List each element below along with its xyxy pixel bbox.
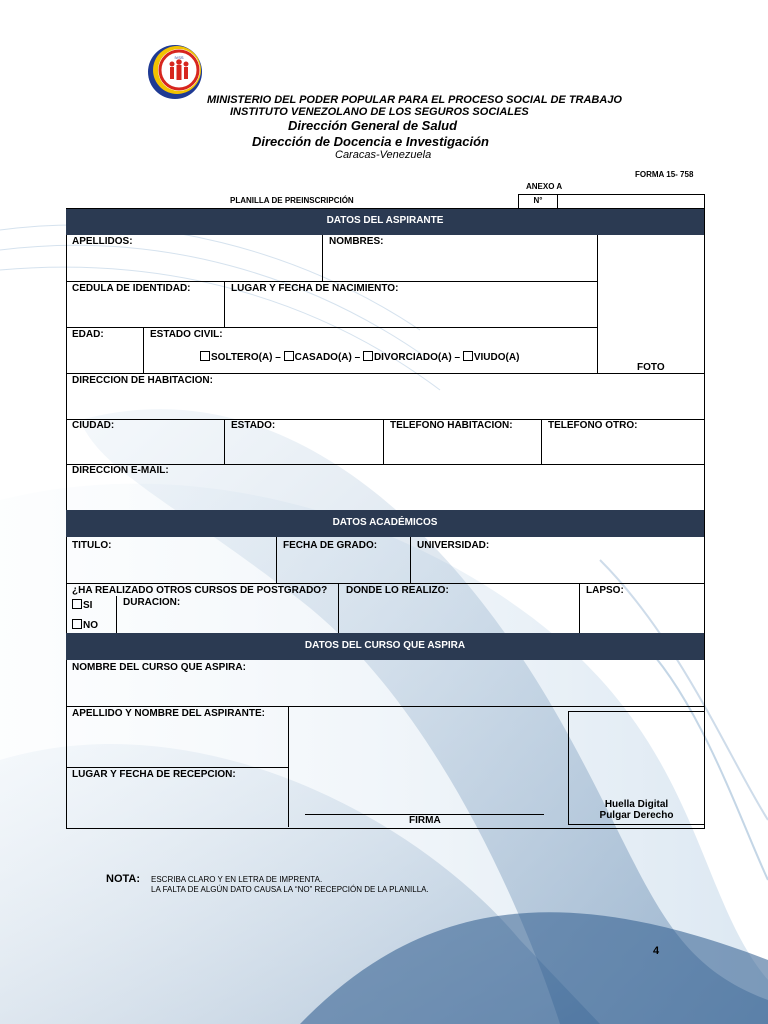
nombres-label: NOMBRES: xyxy=(329,236,384,247)
separator: – xyxy=(454,352,461,363)
nota-line-1: ESCRIBA CLARO Y EN LETRA DE IMPRENTA. xyxy=(151,875,323,884)
direccion-hab-input[interactable] xyxy=(67,389,703,418)
direccion-docencia: Dirección de Docencia e Investigación xyxy=(252,134,489,149)
nota-line-2: LA FALTA DE ALGÚN DATO CAUSA LA “NO” RECEPCIÓN DE LA PLANILLA. xyxy=(151,885,429,894)
row-line xyxy=(66,583,704,584)
no-option xyxy=(72,619,98,631)
donde-label: DONDE LO REALIZO: xyxy=(346,585,449,596)
casado-checkbox[interactable] xyxy=(284,351,294,361)
nombre-curso-label: NOMBRE DEL CURSO QUE ASPIRA: xyxy=(72,662,246,673)
col-line xyxy=(143,327,144,373)
soltero-label: SOLTERO(A) xyxy=(211,352,273,363)
edad-input[interactable] xyxy=(67,343,142,372)
duracion-label: DURACION: xyxy=(123,597,181,608)
row-line xyxy=(66,327,597,328)
numero-label: N° xyxy=(519,195,558,208)
telefono-otro-label: TELEFONO OTRO: xyxy=(548,420,638,431)
email-label: DIRECCION E-MAIL: xyxy=(72,465,169,476)
lapso-label: LAPSO: xyxy=(586,585,624,596)
titulo-input[interactable] xyxy=(67,553,275,582)
lugar-fecha-nac-label: LUGAR Y FECHA DE NACIMIENTO: xyxy=(231,283,399,294)
col-line xyxy=(288,706,289,827)
telefono-hab-input[interactable] xyxy=(384,434,540,463)
apellido-nombre-input[interactable] xyxy=(67,722,287,766)
lugar-fecha-rec-input[interactable] xyxy=(67,783,287,826)
universidad-input[interactable] xyxy=(411,553,703,582)
cedula-label: CEDULA DE IDENTIDAD: xyxy=(72,283,191,294)
cedula-input[interactable] xyxy=(67,297,223,326)
row-line xyxy=(66,373,704,374)
nombres-input[interactable] xyxy=(323,250,596,280)
direccion-hab-label: DIRECCION DE HABITACION: xyxy=(72,375,213,386)
fecha-grado-label: FECHA DE GRADO: xyxy=(283,540,378,551)
numero-field[interactable] xyxy=(557,195,703,207)
separator: – xyxy=(354,352,361,363)
soltero-checkbox[interactable] xyxy=(200,351,210,361)
lugar-fecha-nac-input[interactable] xyxy=(225,297,596,326)
apellido-nombre-label: APELLIDO Y NOMBRE DEL ASPIRANTE: xyxy=(72,708,265,719)
viudo-label: VIUDO(A) xyxy=(473,352,520,363)
no-checkbox[interactable] xyxy=(72,619,82,629)
row-line xyxy=(66,767,288,768)
nota-label: NOTA: xyxy=(106,873,141,885)
postgrado-label: ¿HA REALIZADO OTROS CURSOS DE POSTGRADO? xyxy=(72,585,328,596)
foto-label: FOTO xyxy=(637,362,665,373)
lapso-input[interactable] xyxy=(580,598,703,632)
section-curso: DATOS DEL CURSO QUE ASPIRA xyxy=(66,633,704,660)
separator: – xyxy=(275,352,281,363)
row-line xyxy=(66,281,597,282)
svg-text:IVSS: IVSS xyxy=(174,55,184,60)
telefono-otro-input[interactable] xyxy=(542,434,703,463)
ivss-logo xyxy=(145,42,205,102)
apellidos-label: APELLIDOS: xyxy=(72,236,133,247)
divorciado-checkbox[interactable] xyxy=(363,351,373,361)
ministry-name: MINISTERIO DEL PODER POPULAR PARA EL PROCESO SOCIAL DE TRABAJO xyxy=(207,94,622,106)
huella-label-1: Huella Digital xyxy=(604,799,669,810)
planilla-title: PLANILLA DE PREINSCRIPCIÓN xyxy=(230,196,354,205)
page-number: 4 xyxy=(653,945,660,957)
huella-label-2: Pulgar Derecho xyxy=(599,810,674,821)
city-label: Caracas-Venezuela xyxy=(335,149,432,161)
section-academicos: DATOS ACADÉMICOS xyxy=(66,510,704,537)
estado-civil-label: ESTADO CIVIL: xyxy=(150,329,223,340)
ciudad-label: CIUDAD: xyxy=(72,420,115,431)
duracion-input[interactable] xyxy=(117,610,337,632)
estado-civil-options xyxy=(200,351,519,363)
section-aspirante: DATOS DEL ASPIRANTE xyxy=(66,209,704,235)
no-label: NO xyxy=(83,620,98,631)
edad-label: EDAD: xyxy=(72,329,104,340)
direccion-salud: Dirección General de Salud xyxy=(288,118,458,133)
divorciado-label: DIVORCIADO(A) xyxy=(373,352,452,363)
nombre-curso-input[interactable] xyxy=(67,676,703,705)
foto-area[interactable] xyxy=(598,236,703,356)
si-checkbox[interactable] xyxy=(72,599,82,609)
forma-number: FORMA 15- 758 xyxy=(635,170,694,179)
email-input[interactable] xyxy=(67,479,703,509)
row-line xyxy=(66,706,704,707)
firma-area[interactable] xyxy=(305,760,544,813)
lugar-fecha-rec-label: LUGAR Y FECHA DE RECEPCION: xyxy=(72,769,236,780)
casado-label: CASADO(A) xyxy=(294,352,352,363)
universidad-label: UNIVERSIDAD: xyxy=(417,540,490,551)
viudo-checkbox[interactable] xyxy=(463,351,473,361)
estado-input[interactable] xyxy=(225,434,382,463)
titulo-label: TITULO: xyxy=(72,540,112,551)
donde-input[interactable] xyxy=(339,598,578,632)
institute-name: INSTITUTO VENEZOLANO DE LOS SEGUROS SOCIALES xyxy=(230,106,529,118)
firma-label: FIRMA xyxy=(409,815,441,826)
si-option xyxy=(72,599,92,611)
si-label: SI xyxy=(83,600,93,611)
apellidos-input[interactable] xyxy=(67,250,321,280)
estado-label: ESTADO: xyxy=(231,420,276,431)
ciudad-input[interactable] xyxy=(67,434,223,463)
telefono-hab-label: TELEFONO HABITACION: xyxy=(390,420,513,431)
anexo-label: ANEXO A xyxy=(526,182,563,191)
fecha-grado-input[interactable] xyxy=(277,553,409,582)
